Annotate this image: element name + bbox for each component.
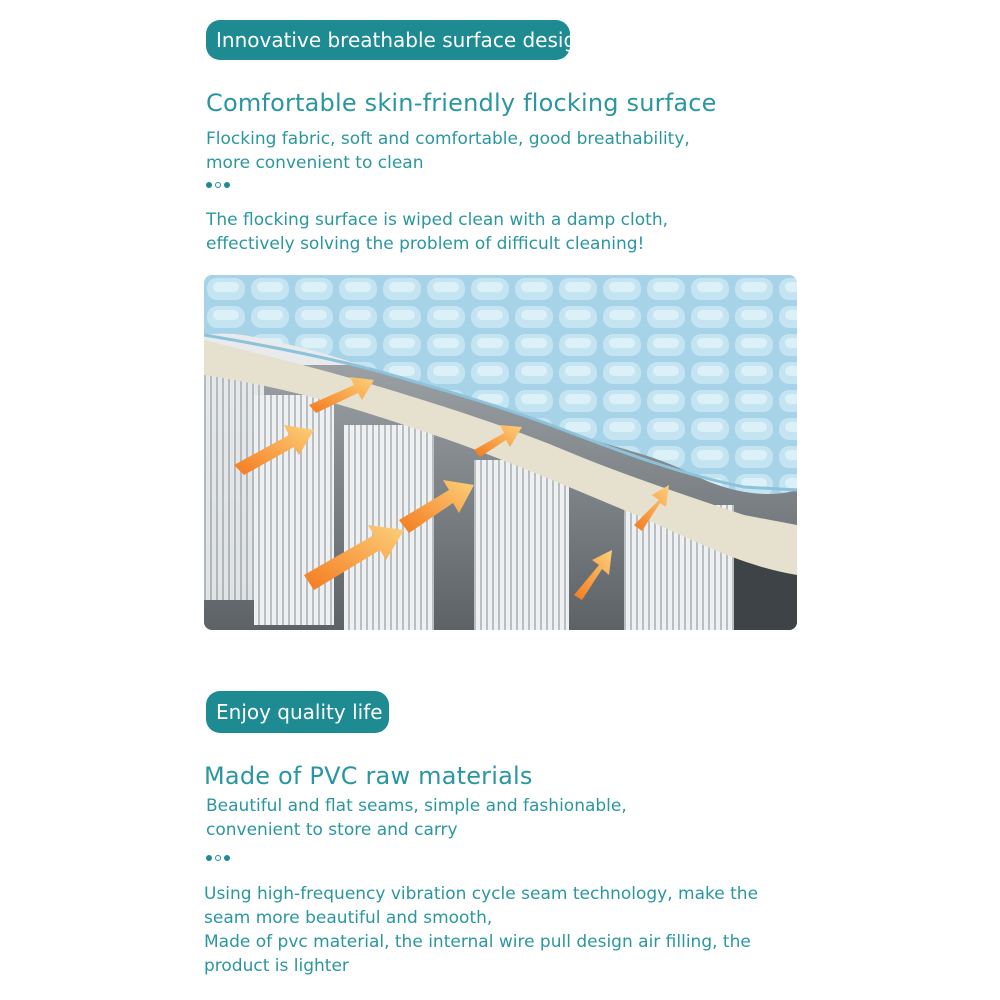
section2-description [206,794,627,842]
section1-dots-divider [206,182,230,188]
section2-dots-divider [206,855,230,861]
section2-badge-label: Enjoy quality life [216,700,383,724]
section2-note-line: seam more beautiful and smooth, [204,908,493,928]
section1-description-line: more convenient to clean [206,153,424,173]
section1-description [206,127,690,175]
dot [206,855,212,861]
mattress-cross-section-illustration [204,275,797,630]
dot [215,855,221,861]
section2-note-line: product is lighter [204,956,349,976]
section2-description-line: convenient to store and carry [206,820,458,840]
section1-badge [206,20,589,60]
section1-heading: Comfortable skin-friendly flocking surface [206,89,717,117]
section1-note-line: The flocking surface is wiped clean with a damp cloth, [206,210,668,230]
section1-note-line: effectively solving the problem of difficult cleaning! [206,234,645,254]
section2-heading: Made of PVC raw materials [204,762,533,790]
section2-note-line: Made of pvc material, the internal wire pull design air filling, the [204,932,751,952]
dot [224,855,230,861]
section1-note [206,208,668,256]
section2-note-line: Using high-frequency vibration cycle seam technology, make the [204,884,759,904]
dot [215,182,221,188]
section2-note [204,882,758,978]
section1-description-line: Flocking fabric, soft and comfortable, good breathability, [206,129,690,149]
section2-description-line: Beautiful and flat seams, simple and fashionable, [206,796,627,816]
air-chamber-illustration-svg [204,275,797,630]
dot [224,182,230,188]
section1-badge-label: Innovative breathable surface design [216,28,589,52]
dot [206,182,212,188]
section2-badge [206,691,389,733]
